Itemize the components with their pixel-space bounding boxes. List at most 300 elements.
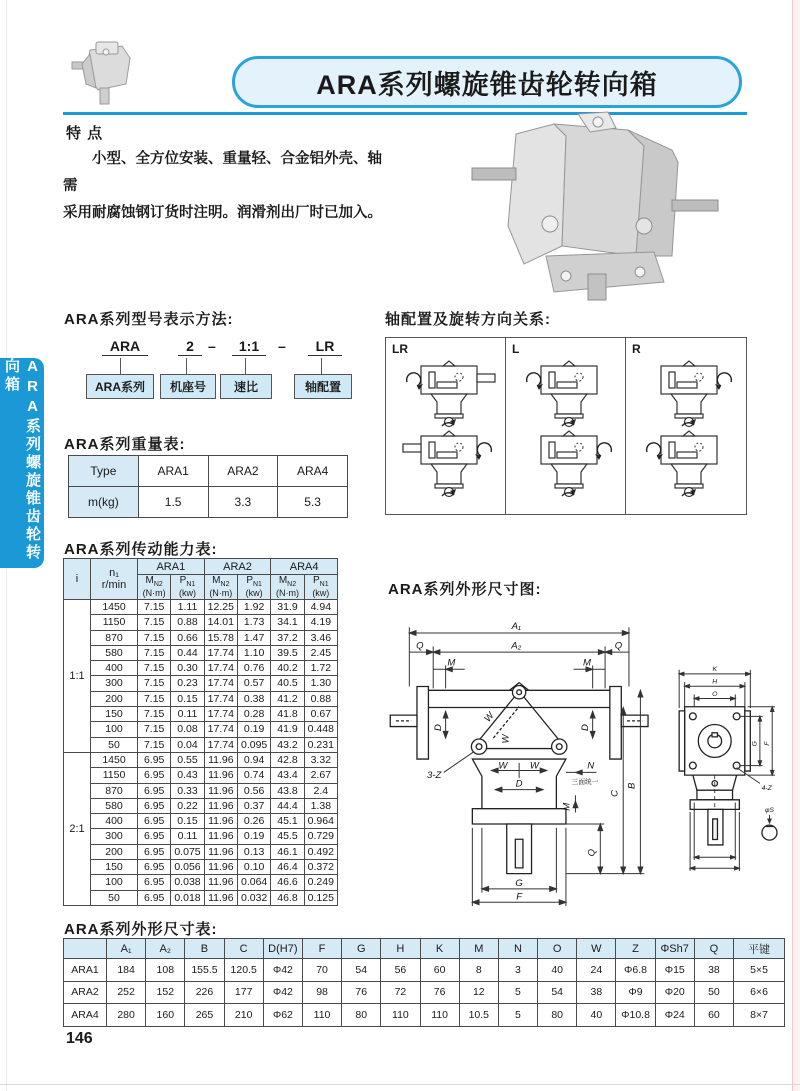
dim-row bbox=[64, 981, 785, 1004]
svg-text:G: G bbox=[751, 741, 759, 747]
ratio-cell: 2:1 bbox=[64, 752, 91, 905]
dim-header-cell: Z bbox=[616, 939, 655, 959]
dim-cell: 76 bbox=[342, 981, 381, 1004]
dim-cell: Φ24 bbox=[655, 1004, 694, 1027]
capacity-row bbox=[64, 875, 338, 890]
tag-ratio: 速比 bbox=[220, 374, 272, 399]
col-ratio: i bbox=[64, 559, 91, 600]
svg-text:W: W bbox=[498, 760, 508, 772]
dim-cell: 60 bbox=[420, 959, 459, 982]
axis-config-panel bbox=[385, 337, 747, 515]
axis-config-heading: 轴配置及旋转方向关系: bbox=[385, 311, 551, 328]
capacity-cell: 11.96 bbox=[204, 844, 237, 859]
capacity-cell: 45.1 bbox=[271, 814, 304, 829]
capacity-row bbox=[64, 798, 338, 813]
dim-cell: 24 bbox=[577, 959, 616, 982]
capacity-cell: 0.30 bbox=[171, 661, 204, 676]
capacity-row bbox=[64, 844, 338, 859]
capacity-cell: 0.15 bbox=[171, 814, 204, 829]
capacity-row bbox=[64, 691, 338, 706]
svg-text:B: B bbox=[626, 782, 638, 789]
gearbox-diagram bbox=[519, 358, 619, 428]
capacity-cell: 200 bbox=[91, 844, 138, 859]
connector-line bbox=[120, 358, 121, 374]
capacity-cell: 6.95 bbox=[138, 844, 171, 859]
capacity-cell: 7.15 bbox=[138, 630, 171, 645]
capacity-cell: 50 bbox=[91, 737, 138, 752]
capacity-cell: 1150 bbox=[91, 615, 138, 630]
dim-cell: ARA1 bbox=[64, 959, 107, 982]
capacity-cell: 15.78 bbox=[204, 630, 237, 645]
weight-col-type: Type bbox=[69, 456, 139, 487]
svg-text:Q: Q bbox=[586, 848, 598, 857]
dim-cell: Φ9 bbox=[616, 981, 655, 1004]
model-code-frame: 2 bbox=[178, 338, 202, 356]
dim-cell: Φ10.8 bbox=[616, 1004, 655, 1027]
axis-label-l: L bbox=[512, 342, 520, 356]
dim-cell: 80 bbox=[342, 1004, 381, 1027]
capacity-cell: 0.10 bbox=[237, 860, 270, 875]
capacity-cell: 0.032 bbox=[237, 890, 270, 905]
capacity-cell: 0.37 bbox=[237, 798, 270, 813]
capacity-cell: 45.5 bbox=[271, 829, 304, 844]
svg-text:D: D bbox=[432, 724, 444, 731]
dim-cell: 252 bbox=[107, 981, 146, 1004]
dim-cell: Φ42 bbox=[263, 959, 302, 982]
capacity-cell: 11.96 bbox=[204, 890, 237, 905]
model-code-dash1: – bbox=[208, 338, 216, 354]
dim-cell: 3 bbox=[498, 959, 537, 982]
gearbox-diagram bbox=[639, 428, 739, 498]
capacity-cell: 2.4 bbox=[304, 783, 337, 798]
ratio-cell: 1:1 bbox=[64, 600, 91, 753]
dim-diagram-heading: ARA系列外形尺寸图: bbox=[388, 581, 542, 598]
sidebar-tab bbox=[0, 358, 44, 568]
dim-cell: 226 bbox=[185, 981, 224, 1004]
gearbox-diagram bbox=[399, 358, 499, 428]
gearbox-thumbnail-photo bbox=[60, 38, 150, 108]
capacity-cell: 44.4 bbox=[271, 798, 304, 813]
dim-cell: 56 bbox=[381, 959, 420, 982]
capacity-cell: 0.964 bbox=[304, 814, 337, 829]
capacity-cell: 1.73 bbox=[237, 615, 270, 630]
capacity-cell: 6.95 bbox=[138, 890, 171, 905]
dim-header-cell: F bbox=[302, 939, 341, 959]
weight-value: 1.5 bbox=[138, 487, 208, 518]
dim-row bbox=[64, 1004, 785, 1027]
dim-header-cell: 平键 bbox=[734, 939, 785, 959]
capacity-cell: 300 bbox=[91, 676, 138, 691]
capacity-cell: 7.15 bbox=[138, 661, 171, 676]
tag-frame: 机座号 bbox=[160, 374, 216, 399]
svg-text:N: N bbox=[587, 760, 595, 772]
dim-cell: 40 bbox=[538, 959, 577, 982]
dim-header-cell: A₂ bbox=[146, 939, 185, 959]
model-code-series: ARA bbox=[102, 338, 148, 356]
dim-header-cell: N bbox=[498, 939, 537, 959]
capacity-cell: 0.88 bbox=[171, 615, 204, 630]
col-power: $P_{N1}$ (kw) bbox=[237, 575, 270, 600]
dim-cell: Φ15 bbox=[655, 959, 694, 982]
capacity-cell: 11.96 bbox=[204, 768, 237, 783]
dim-cell: 54 bbox=[342, 959, 381, 982]
capacity-cell: 31.9 bbox=[271, 600, 304, 615]
dim-cell: 98 bbox=[302, 981, 341, 1004]
capacity-row bbox=[64, 814, 338, 829]
capacity-cell: 11.96 bbox=[204, 798, 237, 813]
capacity-cell: 0.231 bbox=[304, 737, 337, 752]
capacity-cell: 2.45 bbox=[304, 645, 337, 660]
svg-text:O: O bbox=[712, 690, 718, 698]
capacity-row bbox=[64, 600, 338, 615]
svg-text:F: F bbox=[516, 891, 523, 903]
capacity-cell: 4.94 bbox=[304, 600, 337, 615]
svg-text:G: G bbox=[515, 878, 523, 890]
capacity-cell: 400 bbox=[91, 814, 138, 829]
capacity-cell: 17.74 bbox=[204, 645, 237, 660]
capacity-table-heading: ARA系列传动能力表: bbox=[64, 541, 218, 558]
col-speed: n₁ r/min bbox=[91, 559, 138, 600]
capacity-cell: 150 bbox=[91, 860, 138, 875]
dimension-drawing-front bbox=[382, 612, 662, 908]
sidebar-tab-label: ARA系列螺旋锥齿轮转向箱 bbox=[3, 358, 41, 562]
capacity-cell: 46.6 bbox=[271, 875, 304, 890]
capacity-row bbox=[64, 630, 338, 645]
capacity-cell: 6.95 bbox=[138, 768, 171, 783]
weight-table bbox=[68, 455, 348, 518]
capacity-cell: 17.74 bbox=[204, 707, 237, 722]
col-torque: $M_{N2}$ (N·m) bbox=[204, 575, 237, 600]
dim-cell: 5×5 bbox=[734, 959, 785, 982]
capacity-cell: 17.74 bbox=[204, 691, 237, 706]
features-line1: 小型、全方位安装、重量轻、合金铝外壳、轴需 bbox=[63, 151, 382, 194]
capacity-cell: 12.25 bbox=[204, 600, 237, 615]
capacity-cell: 3.46 bbox=[304, 630, 337, 645]
capacity-cell: 7.15 bbox=[138, 676, 171, 691]
dim-cell: 54 bbox=[538, 981, 577, 1004]
capacity-cell: 0.075 bbox=[171, 844, 204, 859]
dim-cell: 110 bbox=[420, 1004, 459, 1027]
svg-text:M: M bbox=[447, 657, 456, 669]
capacity-cell: 1.10 bbox=[237, 645, 270, 660]
svg-text:D: D bbox=[515, 778, 523, 790]
dimension-table bbox=[63, 938, 785, 1027]
capacity-cell: 0.55 bbox=[171, 752, 204, 767]
capacity-cell: 870 bbox=[91, 783, 138, 798]
svg-text:3-Z: 3-Z bbox=[427, 770, 442, 782]
svg-text:φS: φS bbox=[764, 807, 774, 815]
capacity-cell: 0.26 bbox=[237, 814, 270, 829]
svg-text:M: M bbox=[582, 657, 591, 669]
dim-header-cell: W bbox=[577, 939, 616, 959]
dim-cell: 38 bbox=[577, 981, 616, 1004]
capacity-cell: 0.38 bbox=[237, 691, 270, 706]
axis-label-r: R bbox=[632, 342, 641, 356]
capacity-cell: 1.11 bbox=[171, 600, 204, 615]
weight-row-label: m(kg) bbox=[69, 487, 139, 518]
capacity-cell: 0.23 bbox=[171, 676, 204, 691]
tag-shaft: 轴配置 bbox=[294, 374, 352, 399]
capacity-cell: 0.76 bbox=[237, 661, 270, 676]
svg-text:H: H bbox=[712, 678, 718, 686]
weight-table-heading: ARA系列重量表: bbox=[64, 436, 186, 453]
capacity-cell: 11.96 bbox=[204, 814, 237, 829]
dim-cell: 12 bbox=[459, 981, 498, 1004]
capacity-cell: 0.43 bbox=[171, 768, 204, 783]
dim-cell: 120.5 bbox=[224, 959, 263, 982]
capacity-cell: 41.2 bbox=[271, 691, 304, 706]
capacity-cell: 17.74 bbox=[204, 661, 237, 676]
capacity-cell: 0.57 bbox=[237, 676, 270, 691]
dim-cell: ARA4 bbox=[64, 1004, 107, 1027]
capacity-cell: 6.95 bbox=[138, 814, 171, 829]
capacity-cell: 43.8 bbox=[271, 783, 304, 798]
svg-text:4-Z: 4-Z bbox=[761, 785, 772, 793]
dim-cell: 50 bbox=[694, 981, 733, 1004]
capacity-cell: 0.66 bbox=[171, 630, 204, 645]
weight-col: ARA4 bbox=[278, 456, 348, 487]
capacity-cell: 40.2 bbox=[271, 661, 304, 676]
dim-cell: 5 bbox=[498, 1004, 537, 1027]
capacity-cell: 11.96 bbox=[204, 860, 237, 875]
capacity-cell: 0.33 bbox=[171, 783, 204, 798]
capacity-cell: 1150 bbox=[91, 768, 138, 783]
capacity-cell: 6.95 bbox=[138, 875, 171, 890]
dim-cell: 184 bbox=[107, 959, 146, 982]
capacity-cell: 6.95 bbox=[138, 783, 171, 798]
dim-cell: 110 bbox=[302, 1004, 341, 1027]
col-group-ara1: ARA1 bbox=[138, 559, 205, 575]
capacity-cell: 46.1 bbox=[271, 844, 304, 859]
dim-cell: 280 bbox=[107, 1004, 146, 1027]
capacity-cell: 11.96 bbox=[204, 875, 237, 890]
capacity-cell: 100 bbox=[91, 722, 138, 737]
col-group-ara2: ARA2 bbox=[204, 559, 271, 575]
col-torque: $M_{N2}$ (N·m) bbox=[138, 575, 171, 600]
dim-cell: Φ20 bbox=[655, 981, 694, 1004]
weight-value: 3.3 bbox=[208, 487, 278, 518]
features-heading: 特 点 bbox=[66, 125, 104, 142]
capacity-cell: 0.018 bbox=[171, 890, 204, 905]
capacity-cell: 7.15 bbox=[138, 615, 171, 630]
dim-header-cell: ΦSh7 bbox=[655, 939, 694, 959]
dim-header-cell: H bbox=[381, 939, 420, 959]
weight-col: ARA2 bbox=[208, 456, 278, 487]
capacity-cell: 0.56 bbox=[237, 783, 270, 798]
dim-cell: Φ62 bbox=[263, 1004, 302, 1027]
capacity-row bbox=[64, 676, 338, 691]
page-number: 146 bbox=[66, 1030, 93, 1047]
bottom-rule bbox=[0, 1084, 800, 1085]
model-code-shaft: LR bbox=[308, 338, 342, 356]
capacity-cell: 580 bbox=[91, 645, 138, 660]
dim-cell: 40 bbox=[577, 1004, 616, 1027]
capacity-cell: 7.15 bbox=[138, 722, 171, 737]
capacity-cell: 37.2 bbox=[271, 630, 304, 645]
capacity-cell: 41.8 bbox=[271, 707, 304, 722]
dim-header-cell: M bbox=[459, 939, 498, 959]
capacity-cell: 1.92 bbox=[237, 600, 270, 615]
capacity-cell: 7.15 bbox=[138, 737, 171, 752]
capacity-cell: 0.08 bbox=[171, 722, 204, 737]
capacity-row bbox=[64, 615, 338, 630]
capacity-cell: 4.19 bbox=[304, 615, 337, 630]
capacity-cell: 1.30 bbox=[304, 676, 337, 691]
capacity-cell: 0.11 bbox=[171, 707, 204, 722]
capacity-cell: 1.38 bbox=[304, 798, 337, 813]
dimension-table-heading: ARA系列外形尺寸表: bbox=[64, 921, 218, 938]
capacity-cell: 6.95 bbox=[138, 829, 171, 844]
connector-line bbox=[245, 358, 246, 374]
dim-cell: 108 bbox=[146, 959, 185, 982]
capacity-cell: 0.88 bbox=[304, 691, 337, 706]
capacity-row bbox=[64, 890, 338, 905]
dim-cell: 60 bbox=[694, 1004, 733, 1027]
axis-cell-l bbox=[506, 338, 626, 514]
capacity-cell: 1.47 bbox=[237, 630, 270, 645]
capacity-cell: 0.448 bbox=[304, 722, 337, 737]
capacity-cell: 100 bbox=[91, 875, 138, 890]
capacity-cell: 0.095 bbox=[237, 737, 270, 752]
page-title-pill bbox=[232, 56, 742, 108]
capacity-cell: 7.15 bbox=[138, 707, 171, 722]
dim-header-cell: Q bbox=[694, 939, 733, 959]
dim-row bbox=[64, 959, 785, 982]
weight-col: ARA1 bbox=[138, 456, 208, 487]
dim-cell: 76 bbox=[420, 981, 459, 1004]
capacity-row bbox=[64, 829, 338, 844]
gearbox-diagram bbox=[519, 428, 619, 498]
capacity-cell: 1450 bbox=[91, 600, 138, 615]
capacity-cell: 580 bbox=[91, 798, 138, 813]
capacity-cell: 7.15 bbox=[138, 600, 171, 615]
col-power: $P_{N1}$ (kw) bbox=[171, 575, 204, 600]
dim-cell: 70 bbox=[302, 959, 341, 982]
dim-cell: 210 bbox=[224, 1004, 263, 1027]
dim-header-cell: G bbox=[342, 939, 381, 959]
svg-text:Q: Q bbox=[614, 640, 623, 652]
capacity-cell: 1.72 bbox=[304, 661, 337, 676]
weight-value: 5.3 bbox=[278, 487, 348, 518]
capacity-cell: 0.67 bbox=[304, 707, 337, 722]
tag-series: ARA系列 bbox=[86, 374, 154, 399]
capacity-cell: 0.11 bbox=[171, 829, 204, 844]
capacity-cell: 870 bbox=[91, 630, 138, 645]
col-power: $P_{N1}$ (kw) bbox=[304, 575, 337, 600]
capacity-cell: 46.4 bbox=[271, 860, 304, 875]
features-line2: 采用耐腐蚀钢订货时注明。润滑剂出厂时已加入。 bbox=[63, 205, 382, 221]
svg-text:三面统一: 三面统一 bbox=[571, 778, 599, 786]
capacity-row bbox=[64, 645, 338, 660]
model-code-dash2: – bbox=[278, 338, 286, 354]
capacity-cell: 0.249 bbox=[304, 875, 337, 890]
dim-cell: 177 bbox=[224, 981, 263, 1004]
capacity-cell: 43.4 bbox=[271, 768, 304, 783]
capacity-row bbox=[64, 737, 338, 752]
dim-cell: ARA2 bbox=[64, 981, 107, 1004]
capacity-table bbox=[63, 558, 338, 906]
capacity-cell: 0.125 bbox=[304, 890, 337, 905]
capacity-cell: 0.04 bbox=[171, 737, 204, 752]
dim-cell: 8×7 bbox=[734, 1004, 785, 1027]
page-title: ARA系列螺旋锥齿轮转向箱 bbox=[316, 69, 658, 100]
svg-text:W: W bbox=[500, 734, 512, 744]
dim-cell: Φ42 bbox=[263, 981, 302, 1004]
capacity-row bbox=[64, 768, 338, 783]
capacity-cell: 7.15 bbox=[138, 691, 171, 706]
dim-cell: 72 bbox=[381, 981, 420, 1004]
capacity-row bbox=[64, 860, 338, 875]
svg-text:K: K bbox=[712, 666, 718, 674]
capacity-row bbox=[64, 752, 338, 767]
capacity-cell: 14.01 bbox=[204, 615, 237, 630]
dim-cell: 5 bbox=[498, 981, 537, 1004]
capacity-cell: 0.729 bbox=[304, 829, 337, 844]
capacity-cell: 0.492 bbox=[304, 844, 337, 859]
capacity-cell: 17.74 bbox=[204, 676, 237, 691]
capacity-row bbox=[64, 783, 338, 798]
model-code-ratio: 1:1 bbox=[232, 338, 266, 356]
dim-header-cell: A₁ bbox=[107, 939, 146, 959]
page-edge-strip bbox=[792, 0, 800, 1091]
dim-cell: 152 bbox=[146, 981, 185, 1004]
gearbox-diagram bbox=[639, 358, 739, 428]
capacity-cell: 0.056 bbox=[171, 860, 204, 875]
capacity-cell: 41.9 bbox=[271, 722, 304, 737]
capacity-cell: 300 bbox=[91, 829, 138, 844]
svg-text:D: D bbox=[579, 724, 591, 731]
dim-cell: 265 bbox=[185, 1004, 224, 1027]
dim-header-cell: B bbox=[185, 939, 224, 959]
capacity-cell: 0.74 bbox=[237, 768, 270, 783]
axis-cell-r bbox=[626, 338, 746, 514]
dim-cell: 80 bbox=[538, 1004, 577, 1027]
capacity-cell: 6.95 bbox=[138, 860, 171, 875]
capacity-cell: 50 bbox=[91, 890, 138, 905]
capacity-cell: 1450 bbox=[91, 752, 138, 767]
capacity-cell: 43.2 bbox=[271, 737, 304, 752]
capacity-cell: 11.96 bbox=[204, 829, 237, 844]
capacity-cell: 0.15 bbox=[171, 691, 204, 706]
capacity-cell: 0.94 bbox=[237, 752, 270, 767]
axis-label-lr: LR bbox=[392, 342, 408, 356]
capacity-cell: 2.67 bbox=[304, 768, 337, 783]
capacity-cell: 0.19 bbox=[237, 829, 270, 844]
dim-cell: 6×6 bbox=[734, 981, 785, 1004]
dim-cell: 8 bbox=[459, 959, 498, 982]
capacity-cell: 39.5 bbox=[271, 645, 304, 660]
capacity-cell: 11.96 bbox=[204, 752, 237, 767]
svg-text:A₂: A₂ bbox=[511, 640, 522, 652]
capacity-cell: 40.5 bbox=[271, 676, 304, 691]
svg-text:W: W bbox=[529, 760, 539, 772]
capacity-row bbox=[64, 722, 338, 737]
capacity-cell: 0.064 bbox=[237, 875, 270, 890]
capacity-cell: 0.44 bbox=[171, 645, 204, 660]
dimension-drawing-side bbox=[660, 630, 790, 908]
capacity-cell: 0.038 bbox=[171, 875, 204, 890]
capacity-cell: 7.15 bbox=[138, 645, 171, 660]
model-designation-heading: ARA系列型号表示方法: bbox=[64, 311, 234, 328]
capacity-cell: 0.22 bbox=[171, 798, 204, 813]
capacity-cell: 17.74 bbox=[204, 737, 237, 752]
svg-text:W: W bbox=[482, 710, 497, 725]
capacity-cell: 17.74 bbox=[204, 722, 237, 737]
capacity-cell: 0.19 bbox=[237, 722, 270, 737]
dim-cell: 155.5 bbox=[185, 959, 224, 982]
dim-cell: 10.5 bbox=[459, 1004, 498, 1027]
dim-cell: Φ6.8 bbox=[616, 959, 655, 982]
